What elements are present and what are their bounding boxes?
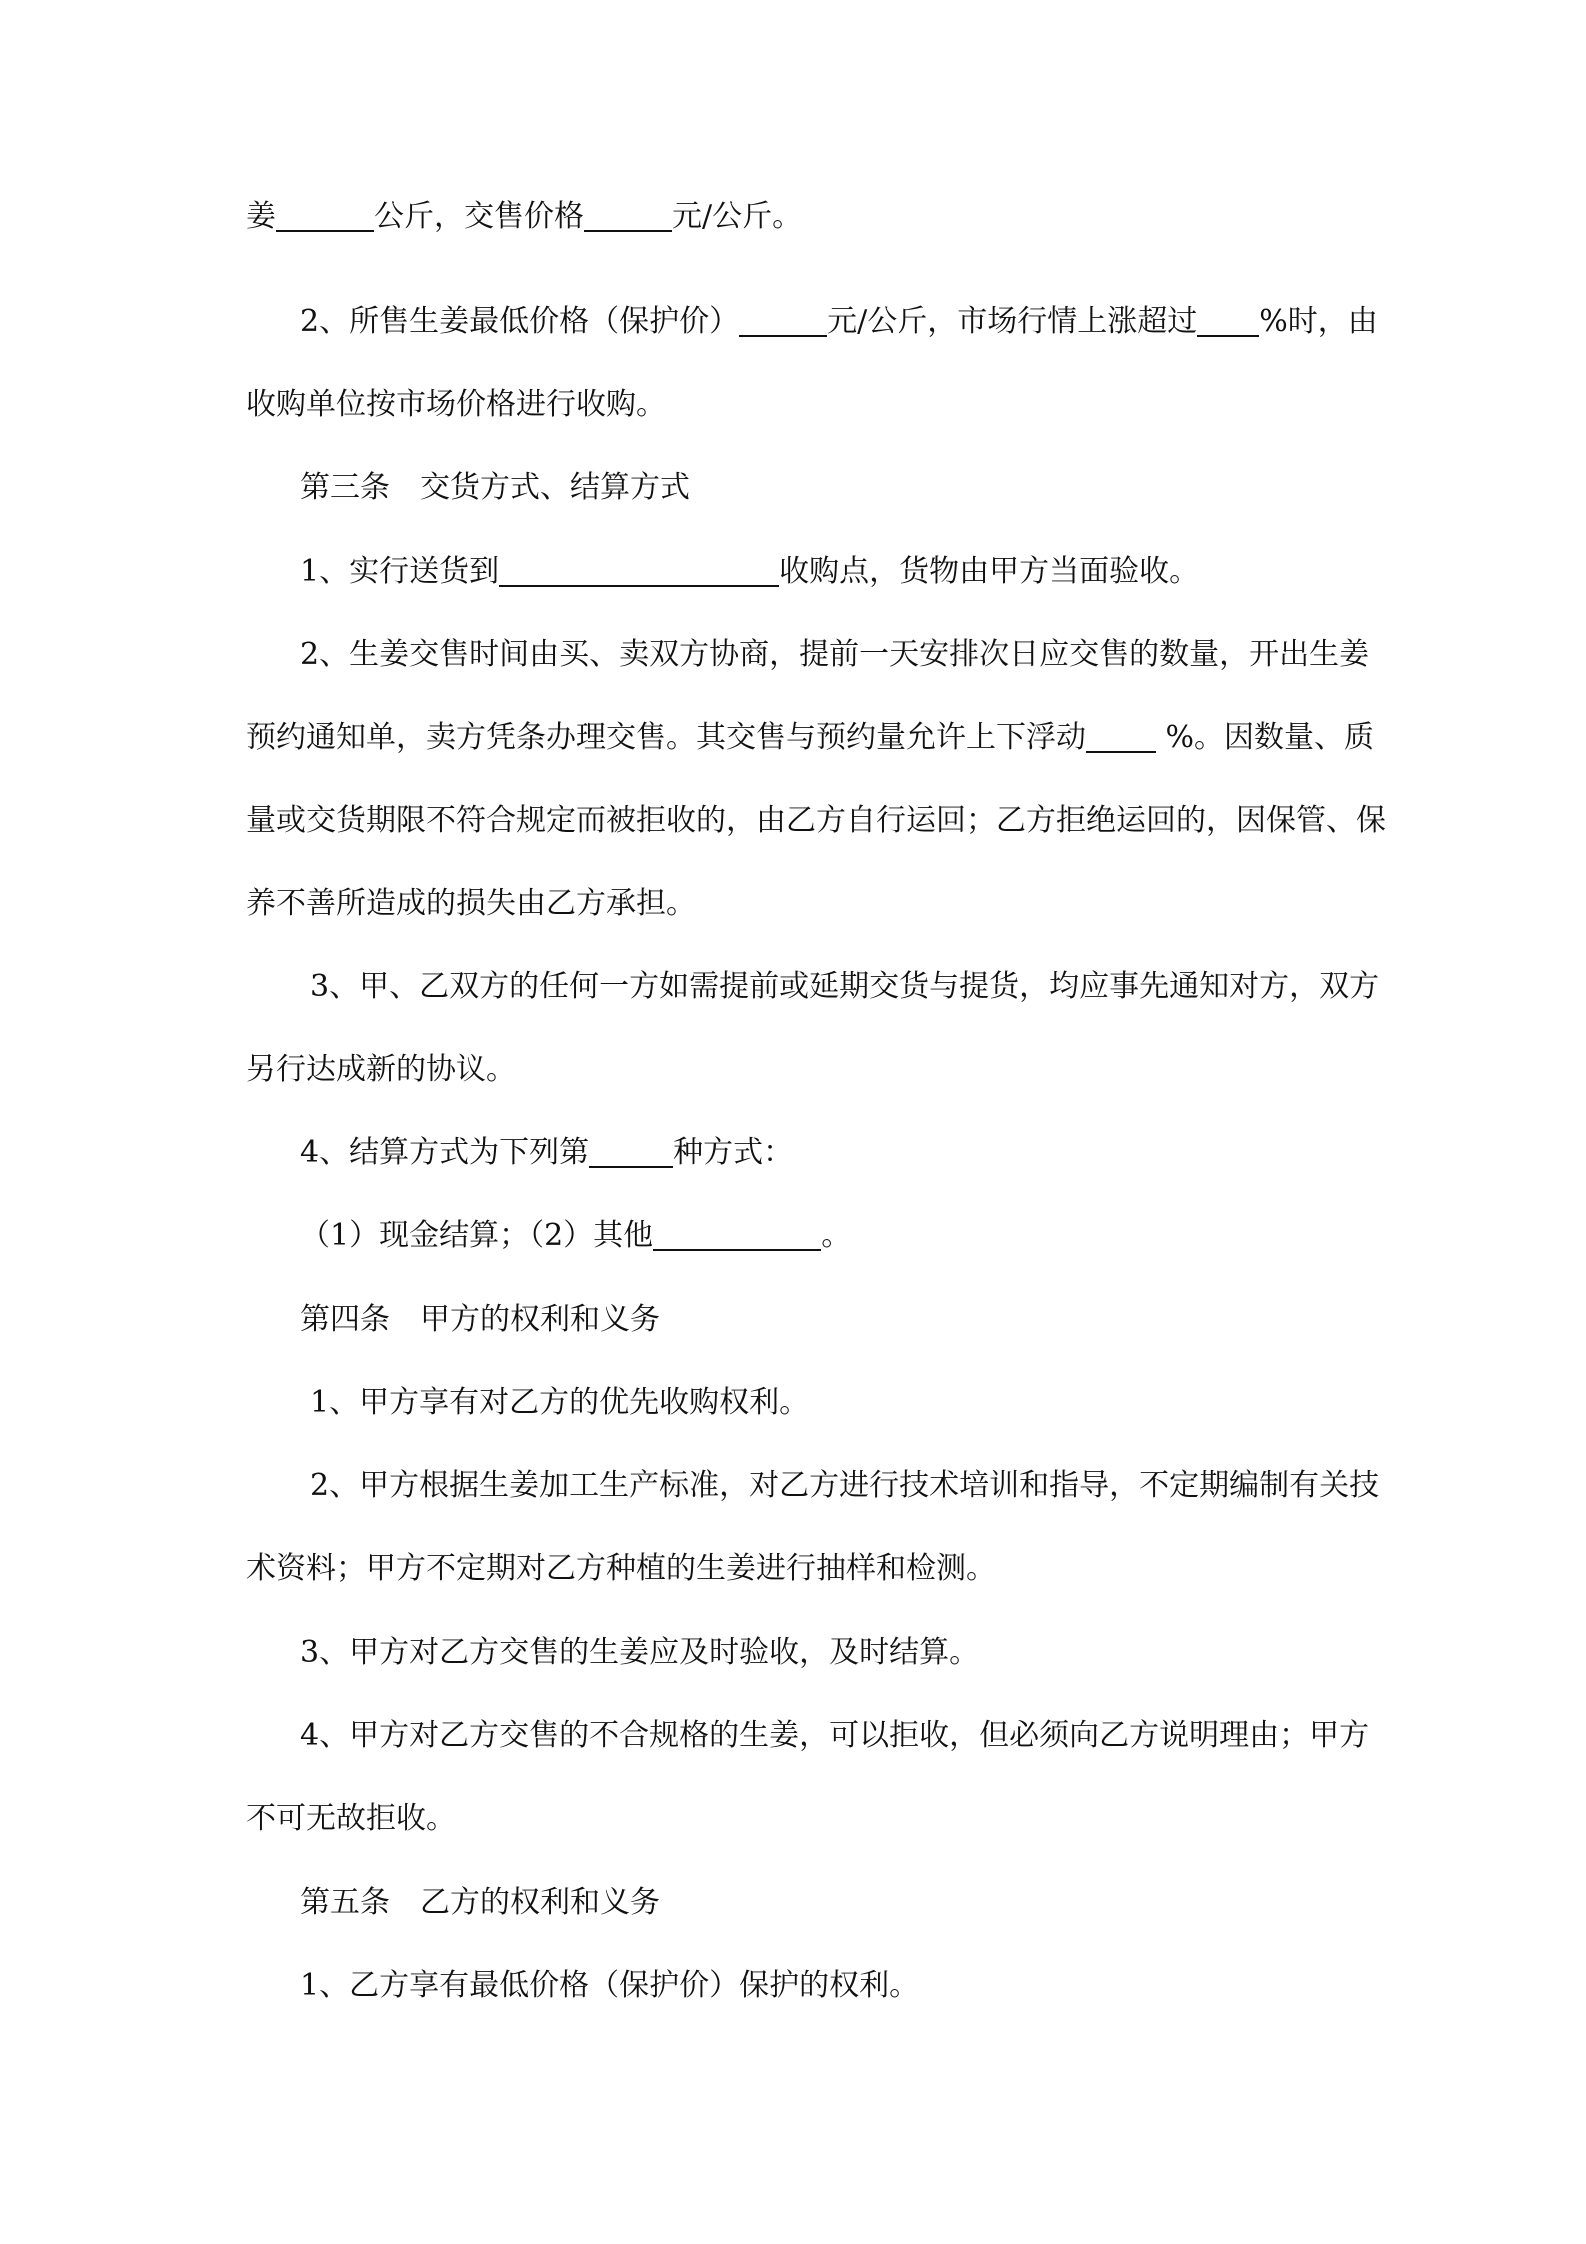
section-heading: 第五条 乙方的权利和义务 (300, 1885, 660, 1920)
text-line: 收购单位按市场价格进行收购。 (246, 387, 666, 422)
text-line: 术资料；甲方不定期对乙方种植的生姜进行抽样和检测。 (246, 1551, 996, 1586)
fill-blank (1197, 305, 1259, 337)
text-line: 3、甲、乙双方的任何一方如需提前或延期交货与提货，均应事先通知对方，双方 (310, 969, 1380, 1004)
text-line: 另行达成新的协议。 (246, 1052, 516, 1087)
section-heading: 第三条 交货方式、结算方式 (300, 470, 690, 505)
fill-blank (653, 1219, 821, 1251)
text-line: 4、甲方对乙方交售的不合规格的生姜，可以拒收，但必须向乙方说明理由；甲方 (300, 1718, 1370, 1753)
text-line: 3、甲方对乙方交售的生姜应及时验收，及时结算。 (300, 1635, 980, 1670)
fill-blank (584, 200, 672, 232)
text-line: 不可无故拒收。 (246, 1801, 456, 1836)
text-line: （1）现金结算；（2）其他 。 (300, 1218, 852, 1253)
fill-blank (276, 200, 374, 232)
fill-blank (589, 1136, 673, 1168)
section-heading: 第四条 甲方的权利和义务 (300, 1302, 660, 1337)
text-line: 姜 公斤，交售价格 元/公斤。 (246, 199, 803, 234)
text-line: 养不善所造成的损失由乙方承担。 (246, 886, 696, 921)
text-line: 预约通知单，卖方凭条办理交售。其交售与预约量允许上下浮动 %。因数量、质 (246, 720, 1375, 755)
text-line: 2、甲方根据生姜加工生产标准，对乙方进行技术培训和指导，不定期编制有关技 (310, 1468, 1380, 1503)
text-line: 量或交货期限不符合规定而被拒收的，由乙方自行运回；乙方拒绝运回的，因保管、保 (246, 803, 1386, 838)
text-line: 4、结算方式为下列第 种方式： (300, 1135, 794, 1170)
text-line: 1、甲方享有对乙方的优先收购权利。 (310, 1385, 810, 1420)
fill-blank (739, 305, 827, 337)
text-line: 2、生姜交售时间由买、卖双方协商，提前一天安排次日应交售的数量，开出生姜 (300, 637, 1370, 672)
text-line: 1、乙方享有最低价格（保护价）保护的权利。 (300, 1968, 920, 2003)
text-line: 2、所售生姜最低价格（保护价） 元/公斤，市场行情上涨超过 %时，由 (300, 304, 1378, 339)
fill-blank (1086, 721, 1156, 753)
fill-blank (499, 555, 779, 587)
text-line: 1、实行送货到 收购点，货物由甲方当面验收。 (300, 554, 1200, 589)
